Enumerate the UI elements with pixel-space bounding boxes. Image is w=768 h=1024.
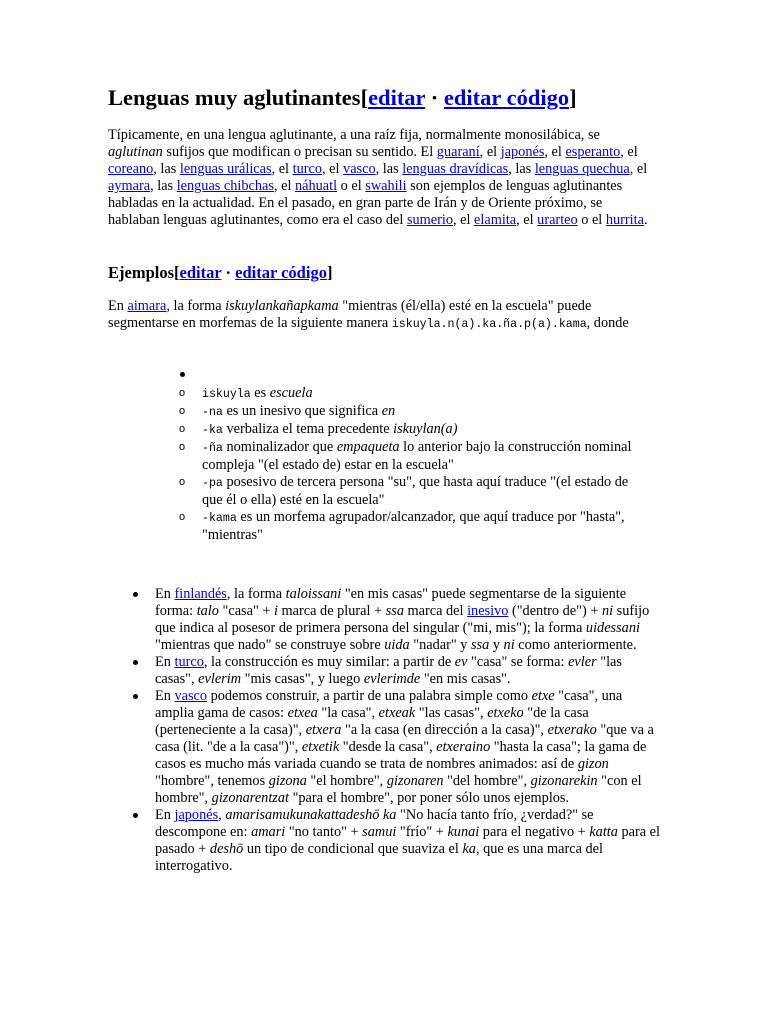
- circle-bullet-icon: o: [179, 423, 186, 435]
- bracket-close: ]: [569, 85, 577, 110]
- text-run: "de la casa (perteneciente a la casa)",: [155, 705, 589, 738]
- text-run: posesivo de tercera persona "su", que hasta aquí traduce "(el estado de que él o ella) esté en la escuela": [202, 474, 629, 508]
- morpheme-item: [180, 421, 650, 439]
- intro-paragraph: [108, 127, 653, 229]
- section-heading-ejemplos: [108, 262, 332, 284]
- text-run: , el: [620, 144, 638, 160]
- italic-term: etxea: [287, 705, 318, 721]
- separator: ·: [425, 85, 444, 110]
- wiki-link[interactable]: lenguas urálicas: [179, 161, 272, 177]
- bracket-open: [: [360, 85, 369, 110]
- morpheme-code: iskuyla.n(a).ka.ña.p(a).kama: [391, 318, 587, 331]
- text-run: o el: [577, 212, 606, 228]
- italic-term: i: [274, 603, 278, 619]
- separator: ·: [221, 263, 236, 282]
- italic-term: aglutinan: [108, 144, 163, 160]
- text-run: ,: [218, 807, 226, 823]
- morpheme-code: -ka: [202, 424, 223, 437]
- aimara-paragraph: [108, 298, 653, 333]
- text-run: "las casas",: [155, 654, 622, 687]
- bullet-icon: [133, 813, 138, 818]
- text-run: nominalizador que: [222, 439, 337, 455]
- italic-term: iskuylan(a): [393, 421, 458, 437]
- bracket-open: [: [174, 263, 180, 282]
- wiki-link[interactable]: lenguas chibchas: [176, 178, 274, 194]
- text-run: "mientras que nado" se construye sobre: [155, 637, 385, 653]
- text-run: , el: [271, 161, 293, 177]
- italic-term: katta: [589, 824, 618, 840]
- wiki-link[interactable]: finlandés: [174, 586, 227, 602]
- text-run: "del hombre",: [443, 773, 531, 789]
- text-run: verbaliza el tema precedente: [222, 421, 394, 437]
- italic-term: iskuylankañapkama: [225, 298, 339, 314]
- italic-term: ev: [454, 654, 468, 670]
- text-run: podemos construir, a partir de una palabra simple como: [207, 688, 532, 704]
- text-run: , las: [150, 178, 177, 194]
- text-run: , el: [544, 144, 566, 160]
- morpheme-item: [180, 474, 650, 509]
- italic-term: samui: [362, 824, 397, 840]
- example-item: [130, 586, 660, 654]
- text-run: , las: [508, 161, 535, 177]
- morpheme-code: -na: [202, 406, 223, 419]
- italic-term: ka: [462, 841, 476, 857]
- text-run: , el: [453, 212, 475, 228]
- italic-term: gizona: [268, 773, 307, 789]
- italic-term: etxerako: [547, 722, 597, 738]
- italic-term: ssa: [385, 603, 404, 619]
- text-run: son ejemplos de lenguas aglutinantes habladas en la actualidad. En el pasado, en gran parte de Irán y de Oriente próximo, se hablaban lenguas aglutinantes, como era el caso del: [108, 178, 623, 228]
- wiki-link[interactable]: japonés: [174, 807, 219, 823]
- text-run: "con el hombre",: [155, 773, 642, 806]
- text-run: sufijo que indica al posesor de primera persona del singular ("mi, mis"); la forma: [155, 603, 650, 636]
- text-run: y: [489, 637, 504, 653]
- text-run: , el: [479, 144, 501, 160]
- wiki-link[interactable]: guaraní: [436, 144, 480, 160]
- italic-term: uidessani: [585, 620, 640, 636]
- italic-term: kunai: [447, 824, 480, 840]
- wiki-link[interactable]: coreano: [108, 161, 154, 177]
- text-run: "en mis casas" puede segmentarse de la siguiente forma:: [155, 586, 627, 619]
- text-run: "para el hombre", por poner sólo unos ejemplos.: [289, 790, 570, 806]
- wiki-link[interactable]: vasco: [174, 688, 208, 704]
- morpheme-list: [180, 366, 650, 544]
- text-run: "a la casa (en dirección a la casa)",: [341, 722, 548, 738]
- text-run: para el negativo +: [479, 824, 590, 840]
- italic-term: etxeak: [378, 705, 416, 721]
- italic-term: gizon: [577, 756, 609, 772]
- morpheme-code: -ña: [202, 442, 223, 455]
- italic-term: talo: [196, 603, 219, 619]
- text-run: , donde: [586, 315, 629, 331]
- morpheme-item: [180, 439, 650, 474]
- text-run: , la forma: [166, 298, 226, 314]
- text-run: sufijos que modifican o precisan su sentido. El: [162, 144, 437, 160]
- morpheme-item: [180, 509, 650, 544]
- morpheme-code: -kama: [202, 512, 237, 525]
- italic-term: ni: [601, 603, 614, 619]
- text-run: , las: [153, 161, 180, 177]
- wiki-link[interactable]: aymara: [108, 178, 151, 194]
- text-run: , la construcción es muy similar: a partir de: [203, 654, 455, 670]
- wiki-link[interactable]: turco: [292, 161, 322, 177]
- text-run: "desde la casa",: [339, 739, 437, 755]
- text-run: En: [155, 586, 175, 602]
- text-run: "no tanto" +: [285, 824, 363, 840]
- text-run: "No hacía tanto frío, ¿verdad?" se descompone en:: [155, 807, 594, 840]
- italic-term: evlerim: [198, 671, 242, 687]
- text-run: "frío" +: [396, 824, 448, 840]
- morpheme-item: [180, 366, 650, 385]
- text-run: , el: [629, 161, 648, 177]
- text-run: , el: [322, 161, 344, 177]
- text-run: .: [643, 212, 648, 228]
- wiki-link[interactable]: japonés: [500, 144, 545, 160]
- text-run: "el hombre",: [306, 773, 387, 789]
- italic-term: gizonaren: [386, 773, 444, 789]
- text-run: , el: [516, 212, 538, 228]
- edit-code-link[interactable]: editar código: [443, 85, 570, 110]
- text-run: En: [108, 298, 128, 314]
- text-run: como anteriormente.: [514, 637, 637, 653]
- wiki-link[interactable]: lenguas dravídicas: [402, 161, 509, 177]
- bullet-icon: [133, 592, 138, 597]
- bracket-close: ]: [326, 263, 333, 282]
- text-run: "que va a casa (lit. "de a la casa")",: [155, 722, 654, 755]
- bullet-icon: [133, 694, 138, 699]
- text-run: "mientras (él/ella) esté en la escuela" puede segmentarse en morfemas de la siguiente manera: [108, 298, 592, 331]
- italic-term: amarisamukunakattadeshō ka: [225, 807, 397, 823]
- text-run: "casa", una amplia gama de casos:: [155, 688, 623, 721]
- wiki-link[interactable]: vasco: [343, 161, 376, 177]
- text-run: marca del: [403, 603, 468, 619]
- text-run: es un inesivo que significa: [222, 403, 382, 419]
- text-run: , el: [273, 178, 295, 194]
- italic-term: escuela: [269, 385, 313, 401]
- italic-term: evlerimde: [363, 671, 421, 687]
- wiki-link[interactable]: hurrita: [605, 212, 644, 228]
- wiki-link[interactable]: esperanto: [565, 144, 621, 160]
- text-run: para el pasado +: [155, 824, 660, 857]
- circle-bullet-icon: o: [179, 511, 186, 523]
- bullet-icon: [133, 660, 138, 665]
- italic-term: evler: [568, 654, 597, 670]
- wiki-link[interactable]: inesivo: [467, 603, 509, 619]
- text-run: Típicamente, en una lengua aglutinante, a una raíz fija, normalmente monosilábica, se: [108, 127, 600, 143]
- italic-term: etxeraino: [436, 739, 491, 755]
- morpheme-code: -pa: [202, 477, 223, 490]
- text-run: "casa" +: [218, 603, 274, 619]
- example-item: [130, 807, 660, 875]
- section-heading-lenguas: [108, 84, 577, 112]
- edit-link[interactable]: editar: [179, 263, 222, 282]
- text-run: "las casas",: [415, 705, 488, 721]
- italic-term: ssa: [470, 637, 490, 653]
- text-run: un tipo de condicional que suaviza el: [243, 841, 463, 857]
- text-run: "casa" se forma:: [467, 654, 569, 670]
- italic-term: gizonarentzat: [211, 790, 289, 806]
- italic-term: etxeko: [487, 705, 524, 721]
- italic-term: deshō: [209, 841, 244, 857]
- examples-list: [130, 586, 660, 875]
- italic-term: etxe: [531, 688, 555, 704]
- wiki-link[interactable]: lenguas quechua: [534, 161, 630, 177]
- wiki-link[interactable]: elamita: [474, 212, 517, 228]
- edit-link[interactable]: editar: [368, 85, 426, 110]
- text-run: es: [250, 385, 270, 401]
- text-run: "hasta la casa"; la gama de casos es mucho más variada cuando se trata de nombres animados: así de: [155, 739, 647, 772]
- wiki-link[interactable]: turco: [174, 654, 204, 670]
- text-run: En: [155, 654, 175, 670]
- text-run: , las: [375, 161, 403, 177]
- wiki-link[interactable]: aimara: [127, 298, 167, 314]
- text-run: , que es una marca del interrogativo.: [155, 841, 603, 874]
- text-run: "hombre", tenemos: [155, 773, 269, 789]
- circle-bullet-icon: o: [179, 476, 186, 488]
- text-run: "la casa",: [317, 705, 379, 721]
- text-run: , la forma: [226, 586, 286, 602]
- text-run: es un morfema agrupador/alcanzador, que aquí traduce por "hasta", "mientras": [202, 509, 625, 543]
- circle-bullet-icon: o: [179, 441, 186, 453]
- italic-term: uida: [384, 637, 410, 653]
- text-run: "nadar" y: [409, 637, 471, 653]
- text-run: ("dentro de") +: [508, 603, 602, 619]
- text-run: En: [155, 688, 175, 704]
- section-title: Ejemplos: [108, 263, 174, 282]
- italic-term: etxetik: [301, 739, 340, 755]
- wiki-link[interactable]: náhuatl: [295, 178, 338, 194]
- wiki-link[interactable]: urarteo: [537, 212, 578, 228]
- italic-term: taloissani: [285, 586, 342, 602]
- circle-bullet-icon: o: [179, 387, 186, 399]
- italic-term: etxera: [305, 722, 342, 738]
- morpheme-item: [180, 403, 650, 421]
- text-run: "mis casas", y luego: [241, 671, 364, 687]
- text-run: "en mis casas".: [420, 671, 511, 687]
- text-run: lo anterior bajo la construcción nominal compleja "(el estado de) estar en la escuela": [202, 439, 632, 473]
- italic-term: en: [381, 403, 396, 419]
- edit-code-link[interactable]: editar código: [235, 263, 327, 282]
- example-item: [130, 654, 660, 688]
- wiki-link[interactable]: swahili: [365, 178, 407, 194]
- italic-term: amari: [251, 824, 286, 840]
- text-run: marca de plural +: [277, 603, 386, 619]
- italic-term: gizonarekin: [530, 773, 598, 789]
- italic-term: ni: [503, 637, 515, 653]
- circle-bullet-icon: o: [179, 405, 186, 417]
- text-run: o el: [337, 178, 366, 194]
- morpheme-code: iskuyla: [202, 388, 251, 401]
- section-title: Lenguas muy aglutinantes: [108, 85, 361, 110]
- example-item: [130, 688, 660, 807]
- text-run: En: [155, 807, 175, 823]
- bullet-icon: [180, 372, 185, 377]
- morpheme-item: [180, 385, 650, 403]
- italic-term: empaqueta: [336, 439, 400, 455]
- wiki-link[interactable]: sumerio: [406, 212, 453, 228]
